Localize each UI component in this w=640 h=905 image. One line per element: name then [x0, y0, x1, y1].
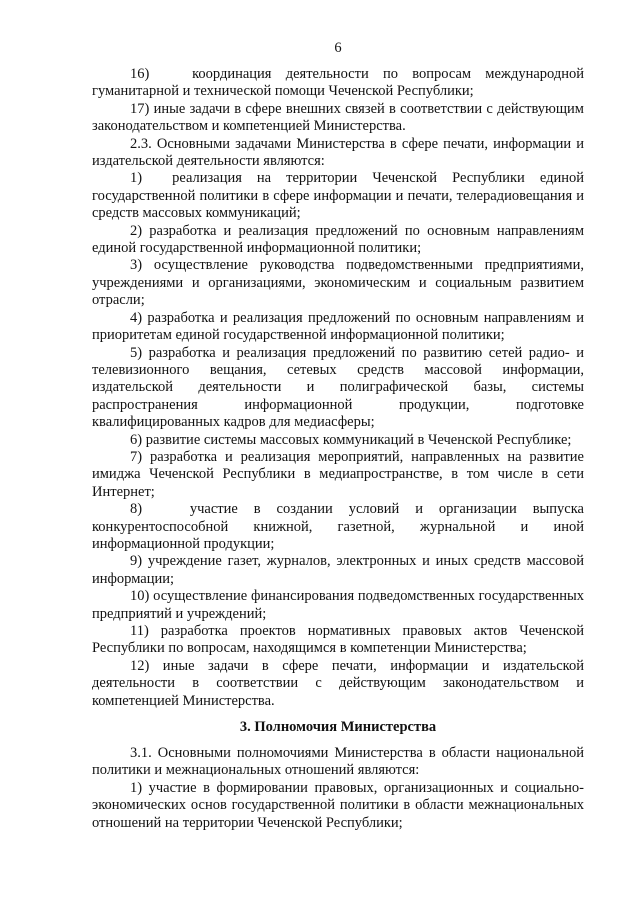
paragraph-item-4: 4) разработка и реализация предложений по основным направлениям и приоритетам единой государственной информационной политики;	[92, 309, 584, 344]
paragraph-2-3-intro: 2.3. Основными задачами Министерства в сфере печати, информации и издательской деятельности являются:	[92, 135, 584, 170]
paragraph-item-1: 1) реализация на территории Чеченской Республики единой государственной политики в сфере информации и печати, телерадиовещания и средств массовых коммуникаций;	[92, 170, 584, 222]
paragraph-item-7: 7) разработка и реализация мероприятий, направленных на развитие имиджа Чеченской Республики в медиапространстве, в том числе в сети Интернет;	[92, 448, 584, 500]
paragraph-item-16: 16) координация деятельности по вопросам международной гуманитарной и технической помощи Чеченской Республики;	[92, 66, 584, 100]
paragraph-item-8: 8) участие в создании условий и организации выпуска конкурентоспособной книжной, газетной, журнальной и иной информационной продукции;	[92, 501, 584, 552]
paragraph-item-5: 5) разработка и реализация предложений по развитию сетей радио- и телевизионного вещания, сетевых средств массовой информации, издательской деятельности и полиграфической базы, системы распространения информационной продукции, подготовке квалифицированных кадров для медиасферы;	[92, 344, 584, 431]
paragraph-item-9: 9) учреждение газет, журналов, электронных и иных средств массовой информации;	[92, 553, 584, 587]
paragraph-item-3: 3) осуществление руководства подведомственными предприятиями, учреждениями и организациями, экономическим и социальным развитием отрасли;	[92, 257, 584, 309]
paragraph-item-17: 17) иные задачи в сфере внешних связей в соответствии с действующим законодательством и компетенцией Министерства.	[92, 100, 584, 135]
paragraph-item-12: 12) иные задачи в сфере печати, информации и издательской деятельности в соответствии с действующим законодательством и компетенцией Министерства.	[92, 657, 584, 709]
paragraph-item-10: 10) осуществление финансирования подведомственных государственных предприятий и учреждений;	[92, 588, 584, 622]
paragraph-3-1-item-1: 1) участие в формировании правовых, организационных и социально-экономических основ государственной политики в области межнациональных отношений на территории Чеченской Республики;	[92, 779, 584, 831]
document-page	[92, 40, 584, 832]
paragraph-3-1-intro: 3.1. Основными полномочиями Министерства в области национальной политики и межнациональных отношений являются:	[92, 745, 584, 779]
paragraph-item-2: 2) разработка и реализация предложений по основным направлениям единой государственной информационной политики;	[92, 222, 584, 257]
paragraph-item-6: 6) развитие системы массовых коммуникаций в Чеченской Республике;	[130, 431, 572, 448]
section-heading: 3. Полномочия Министерства	[239, 719, 437, 736]
page-number: 6	[334, 40, 342, 56]
paragraph-item-11: 11) разработка проектов нормативных правовых актов Чеченской Республики по вопросам, находящимся в компетенции Министерства;	[92, 623, 584, 657]
